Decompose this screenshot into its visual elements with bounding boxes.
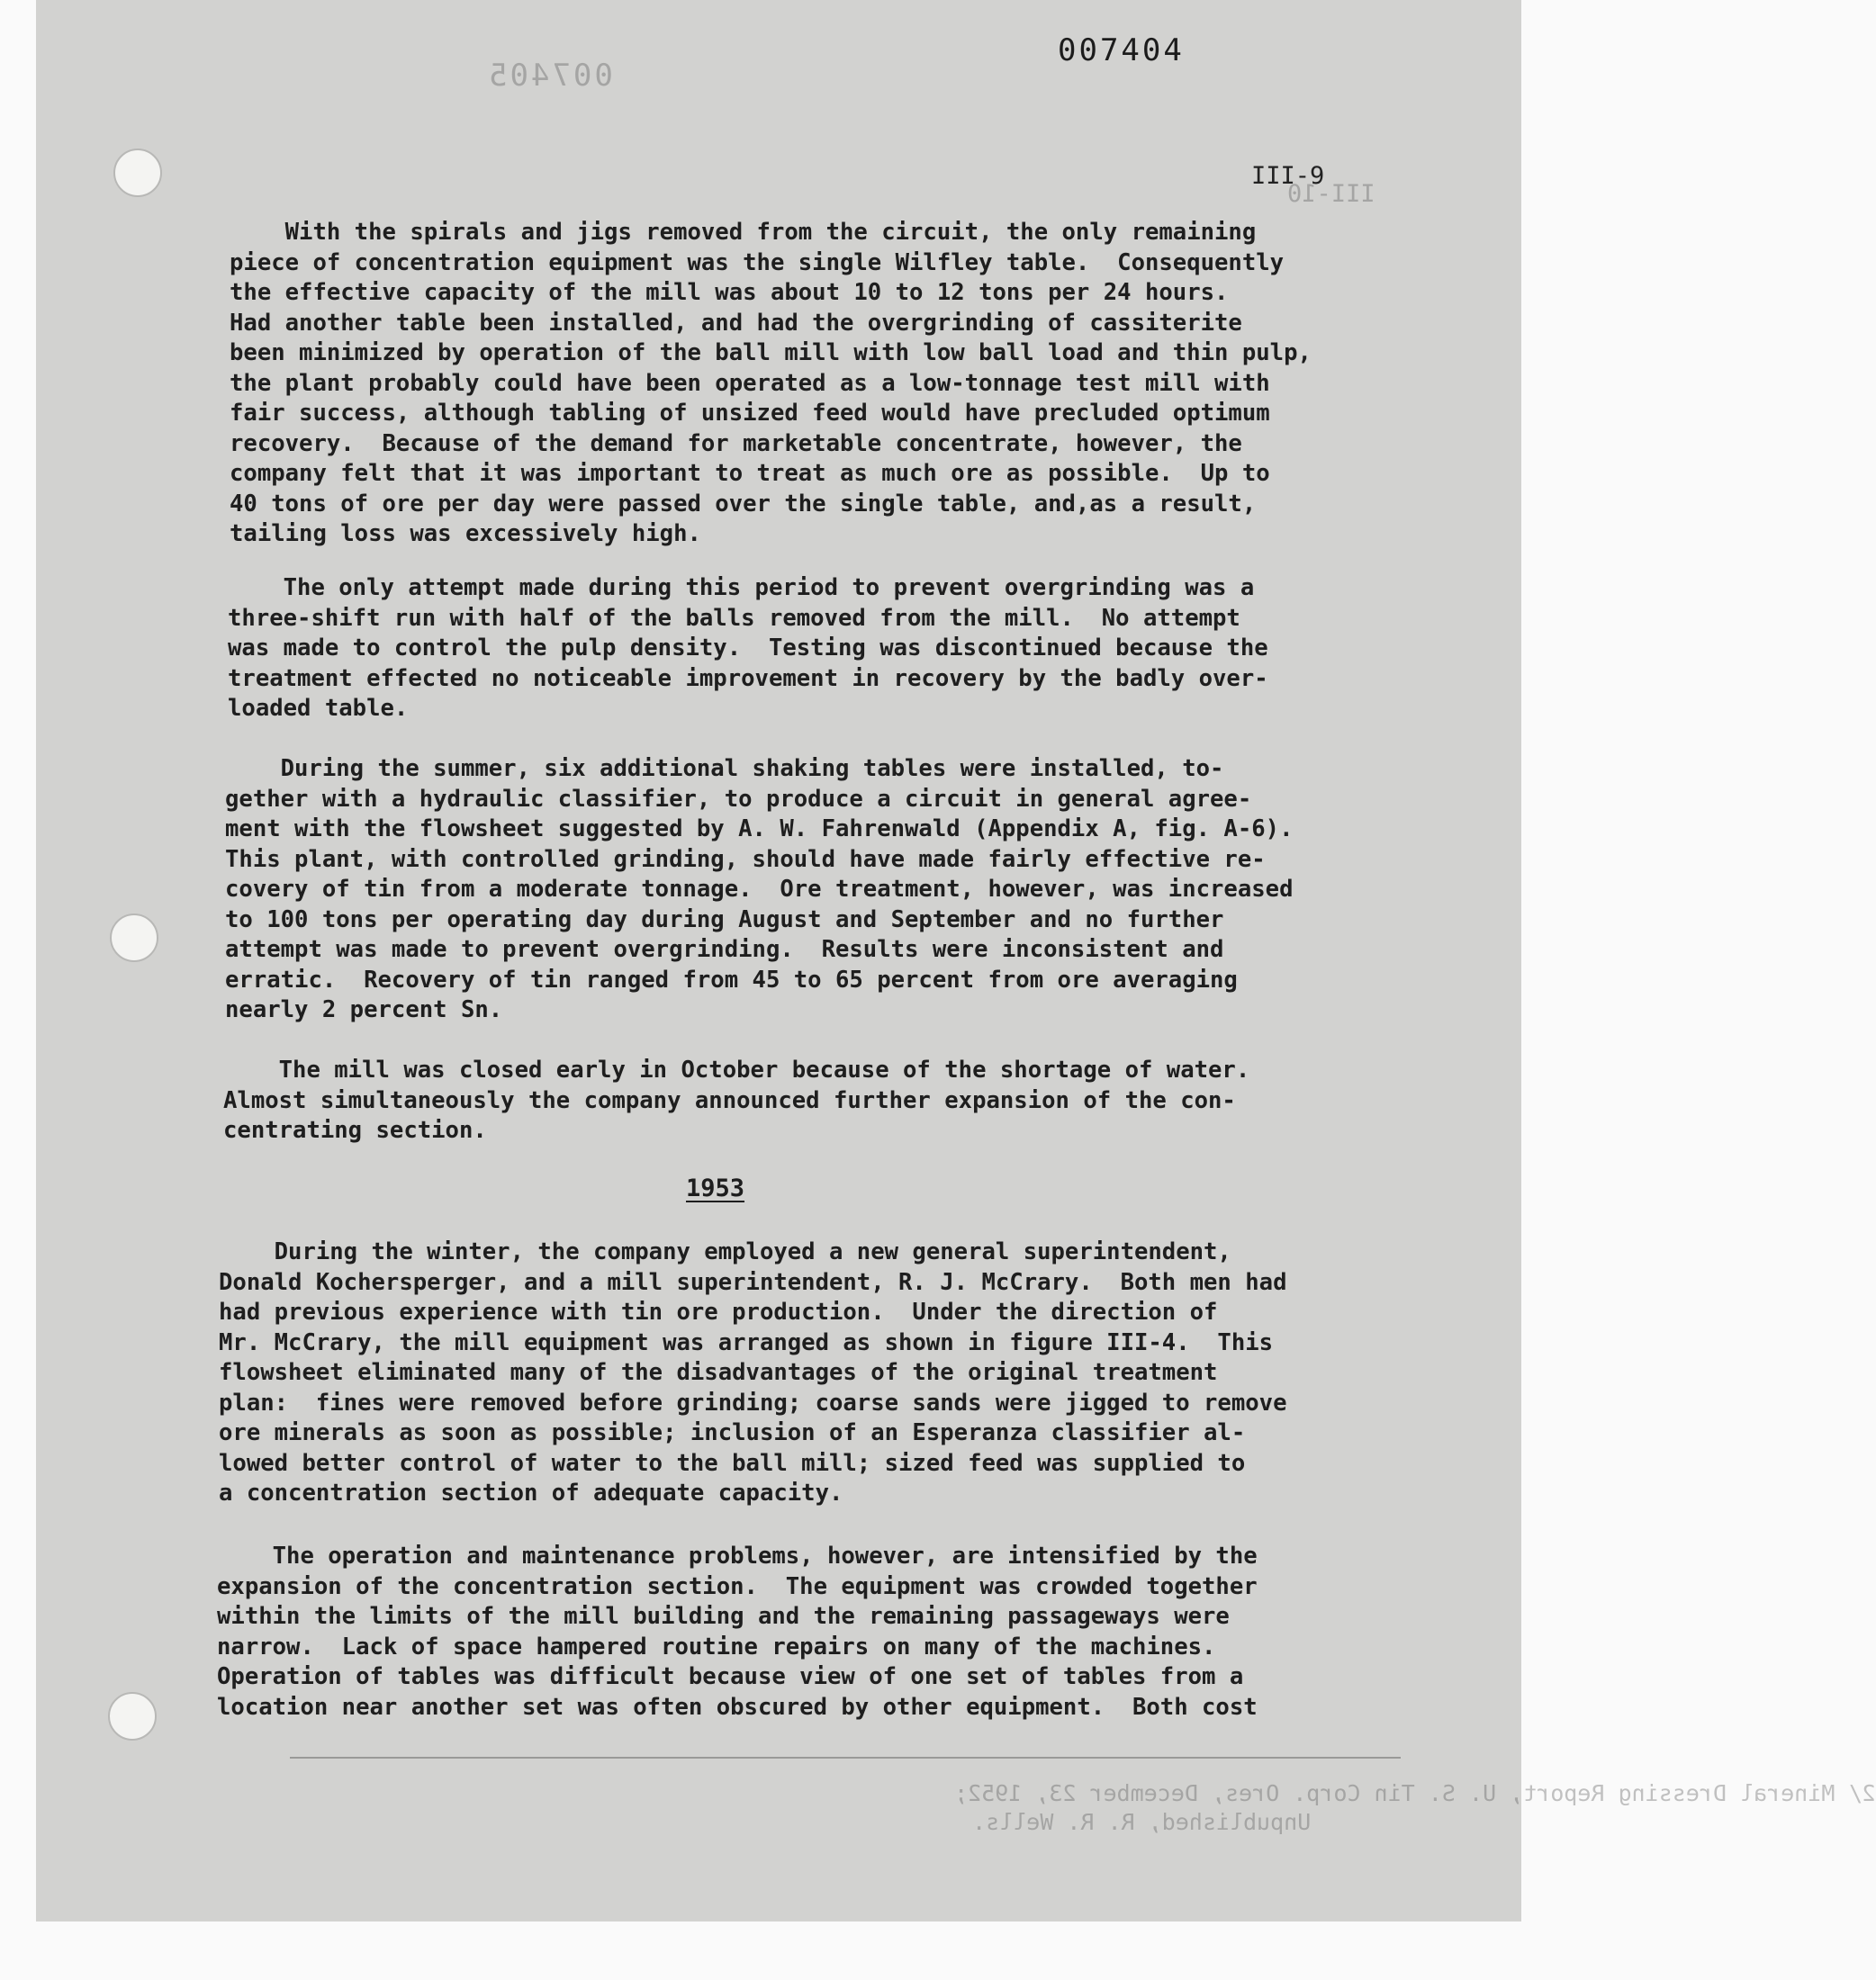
paragraph: During the winter, the company employed a new general superintendent, Donald Kochersperger, and a mill superintendent, R. J. McCrary. Both men had had previous experience with tin ore production. Under the direction of Mr. McCrary, the mill equipment was arranged as shown in figure III-4. This flowsheet eliminated many of the disadvantages of the original treatment plan: fines were removed before grinding; coarse sands were jigged to remove ore minerals as soon as possible; inclusion of an Esperanza classifier al- lowed better control of water to the ball mill; sized feed was supplied to a concentration section of adequate capacity. (219, 1238, 1287, 1507)
show-through-page-number: III-10 (1287, 180, 1375, 208)
document-number: 007404 (1058, 32, 1185, 68)
paragraph: With the spirals and jigs removed from the circuit, the only remaining piece of concentration equipment was the single Wilfley table. Consequently the effective capacity of the mill was about 10 to 12 tons per 24 hours. Had another table been installed, and had the overgrinding of cassiterite been minimized by operation of the ball mill with low ball load and thin pulp, the plant probably could have been operated as a low-tonnage test mill with fair success, although tabling of unsized feed would have precluded optimum recovery. Because of the demand for marketable concentrate, however, the company felt that it was important to treat as much ore as possible. Up to 40 tons of ore per day were passed over the single table, and,as a result, tailing loss was excessively high. (230, 219, 1312, 547)
binder-hole-middle (110, 914, 158, 962)
paragraph: During the summer, six additional shaking tables were installed, to- gether with a hydraulic classifier, to produce a circuit in general agree- ment with the flowsheet suggested by A. W. Fahrenwald (Appendix A, fig. A-6). This plant, with controlled grinding, should have made fairly effective re- covery of tin from a moderate tonnage. Ore treatment, however, was increased to 100 tons per operating day during August and September and no further attempt was made to prevent overgrinding. Results were inconsistent and erratic. Recovery of tin ranged from 45 to 65 percent from ore averaging nearly 2 percent Sn. (225, 755, 1294, 1023)
binder-hole-bottom (108, 1692, 157, 1741)
show-through-footnote-line1: 2/ Mineral Dressing Report, U. S. Tin Corp. Ores, December 23, 1952; (954, 1780, 1876, 1806)
binder-hole-top (113, 148, 162, 197)
paragraph: The operation and maintenance problems, however, are intensified by the expansion of the concentration section. The equipment was crowded together within the limits of the mill building and the remaining passageways were narrow. Lack of space hampered routine repairs on many of the machines. Operation of tables was difficult because view of one set of tables from a location near another set was often obscured by other equipment. Both cost (217, 1543, 1258, 1721)
paragraph: The mill was closed early in October because of the shortage of water. Almost simultaneously the company announced further expansion of the con- centrating section. (223, 1057, 1250, 1144)
paragraph: The only attempt made during this period to prevent overgrinding was a three-shift run with half of the balls removed from the mill. No attempt was made to control the pulp density. Testing was discontinued because the treatment effected no noticeable improvement in recovery by the badly over- loaded table. (228, 574, 1268, 722)
show-through-footnote-line2: Unpublished, R. R. Wells. (972, 1809, 1312, 1835)
footnote-rule (290, 1757, 1401, 1759)
show-through-number: 007405 (486, 58, 613, 94)
page-number: III-9 (1251, 162, 1325, 190)
year-heading: 1953 (686, 1174, 745, 1202)
